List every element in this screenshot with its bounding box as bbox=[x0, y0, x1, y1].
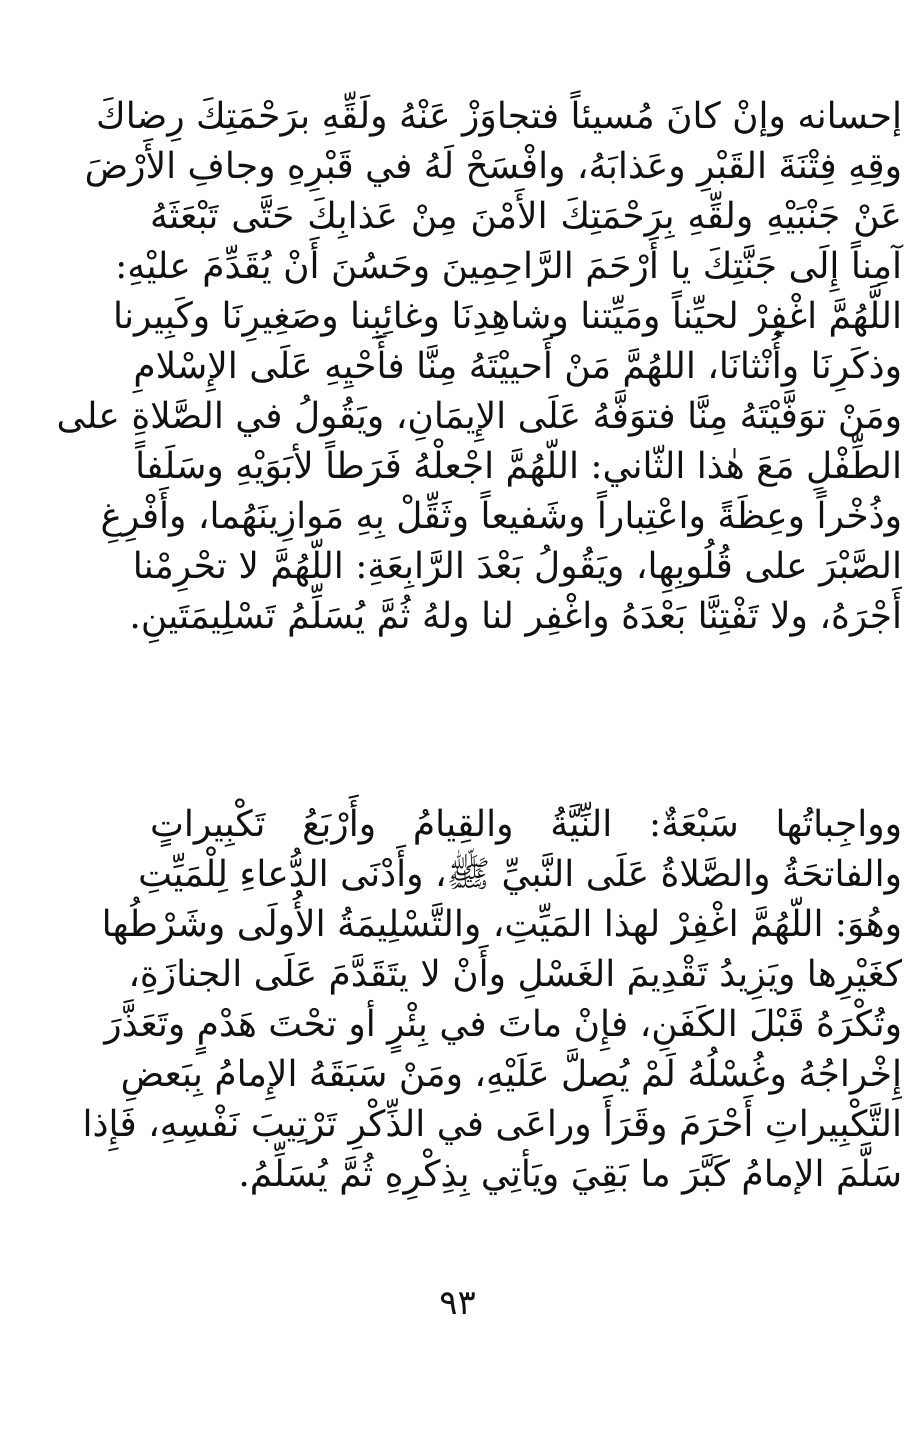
paragraph-1 bbox=[56, 92, 902, 642]
text-line: سَلَّمَ الإمامُ كَبَّرَ ما بَقِيَ ويَأتِي بِذِكْرِهِ ثُمَّ يُسَلِّمُ. bbox=[238, 1154, 902, 1195]
text-line: وذكَرِنَا وأُنْثانَا، اللهُمَّ مَنْ أَحييْتَهُ مِنَّا فأَحْيِهِ عَلَى الإِسْلامِ bbox=[133, 346, 902, 387]
text-line: وواجِباتُها سَبْعَةٌ: النِّيَّةُ والقِيامُ وأَرْبَعُ تَكْبِيراتٍ bbox=[150, 804, 902, 845]
text-line: إحسانه وإنْ كانَ مُسيئاً فتجاوَزْ عَنْهُ ولَقِّهِ برَحْمَتِكَ رِضاكَ bbox=[96, 96, 902, 137]
text-line: إِخْراجُهُ وغُسْلُهُ لَمْ يُصلَّ عَلَيْهِ، ومَنْ سَبَقَهُ الإِمامُ بِبَعضِ bbox=[120, 1054, 902, 1095]
text-line: الصَّبْرَ على قُلُوبِهِا، ويَقُولُ بَعْدَ الرَّابِعَةِ: اللّهُمَّ لا تحْرِمْنا bbox=[132, 546, 902, 587]
text-line: أَجْرَهُ، ولا تَفْتِنَّا بَعْدَهُ واغْفِر لنا ولهُ ثُمَّ يُسَلِّمُ تَسْلِيمَتَينِ. bbox=[129, 596, 902, 637]
text-line: وذُخْراً وعِظَةً واعْتِباراً وشَفيعاً وثَقِّلْ بِهِ مَوازِينَهُما، وأَفْرِغِ bbox=[100, 496, 902, 537]
text-line: آمِناً إِلَى جَنَّتِكَ يا أَرْحَمَ الرَّاحِمِينَ وحَسُنَ أَنْ يُقَدِّمَ عليْهِ: bbox=[115, 246, 902, 287]
text-line: الطِّفْلِ مَعَ هٰذا الثّاني: اللّهُمَّ اجْعلْهُ فَرَطاً لأبَوَيْهِ وسَلَفاً bbox=[135, 446, 902, 487]
text-line: ومَنْ توَفَّيْتَهُ مِنَّا فتوَفَّهُ عَلَى الإِيمَانِ، ويَقُولُ في الصَّلاةِ على bbox=[56, 396, 902, 437]
text-line: التَّكْبِيراتِ أَحْرَمَ وقَرَأَ وراعَى في الذِّكْرِ تَرْتِيبَ نَفْسِهِ، فَإِذا bbox=[82, 1104, 902, 1145]
page-number: ٩٣ bbox=[439, 1283, 476, 1323]
text-line: وقِهِ فِتْنَةَ القَبْرِ وعَذابَهُ، وافْسَحْ لَهُ في قَبْرِهِ وجافِ الأَرْضَ bbox=[84, 146, 902, 187]
text-line: عَنْ جَنْبَيْهِ ولقِّهِ بِرَحْمَتِكَ الأَمْنَ مِنْ عَذابِكَ حَتَّى تَبْعَثَهُ bbox=[150, 196, 902, 237]
paragraph-2 bbox=[82, 800, 902, 1200]
text-line: وتُكْرَهُ قَبْلَ الكَفَنِ، فإِنْ ماتَ في بِئْرٍ أو تحْتَ هَدْمٍ وتَعَذَّرَ bbox=[104, 1004, 902, 1045]
text-line: كغَيْرِها ويَزِيدُ تَقْدِيمَ الغَسْلِ وأَنْ لا يتَقَدَّمَ عَلَى الجنازَةِ، bbox=[128, 954, 902, 995]
text-line: وهُوَ: اللّهُمَّ اغْفِرْ لهذا المَيِّتِ، والتَّسْلِيمَةُ الأُولَى وشَرْطُها bbox=[101, 904, 902, 945]
text-line: والفاتحَةُ والصَّلاةُ عَلَى النَّبيِّ ﷺ، وأَدْنَى الدُّعاءِ لِلْمَيِّتِ bbox=[138, 854, 902, 895]
text-line: اللَّهُمَّ اغْفِرْ لحيِّناً ومَيِّتنا وشاهِدِنَا وغائِبِنا وصَغِيرِنَا وكَبِيرنا bbox=[113, 296, 902, 337]
